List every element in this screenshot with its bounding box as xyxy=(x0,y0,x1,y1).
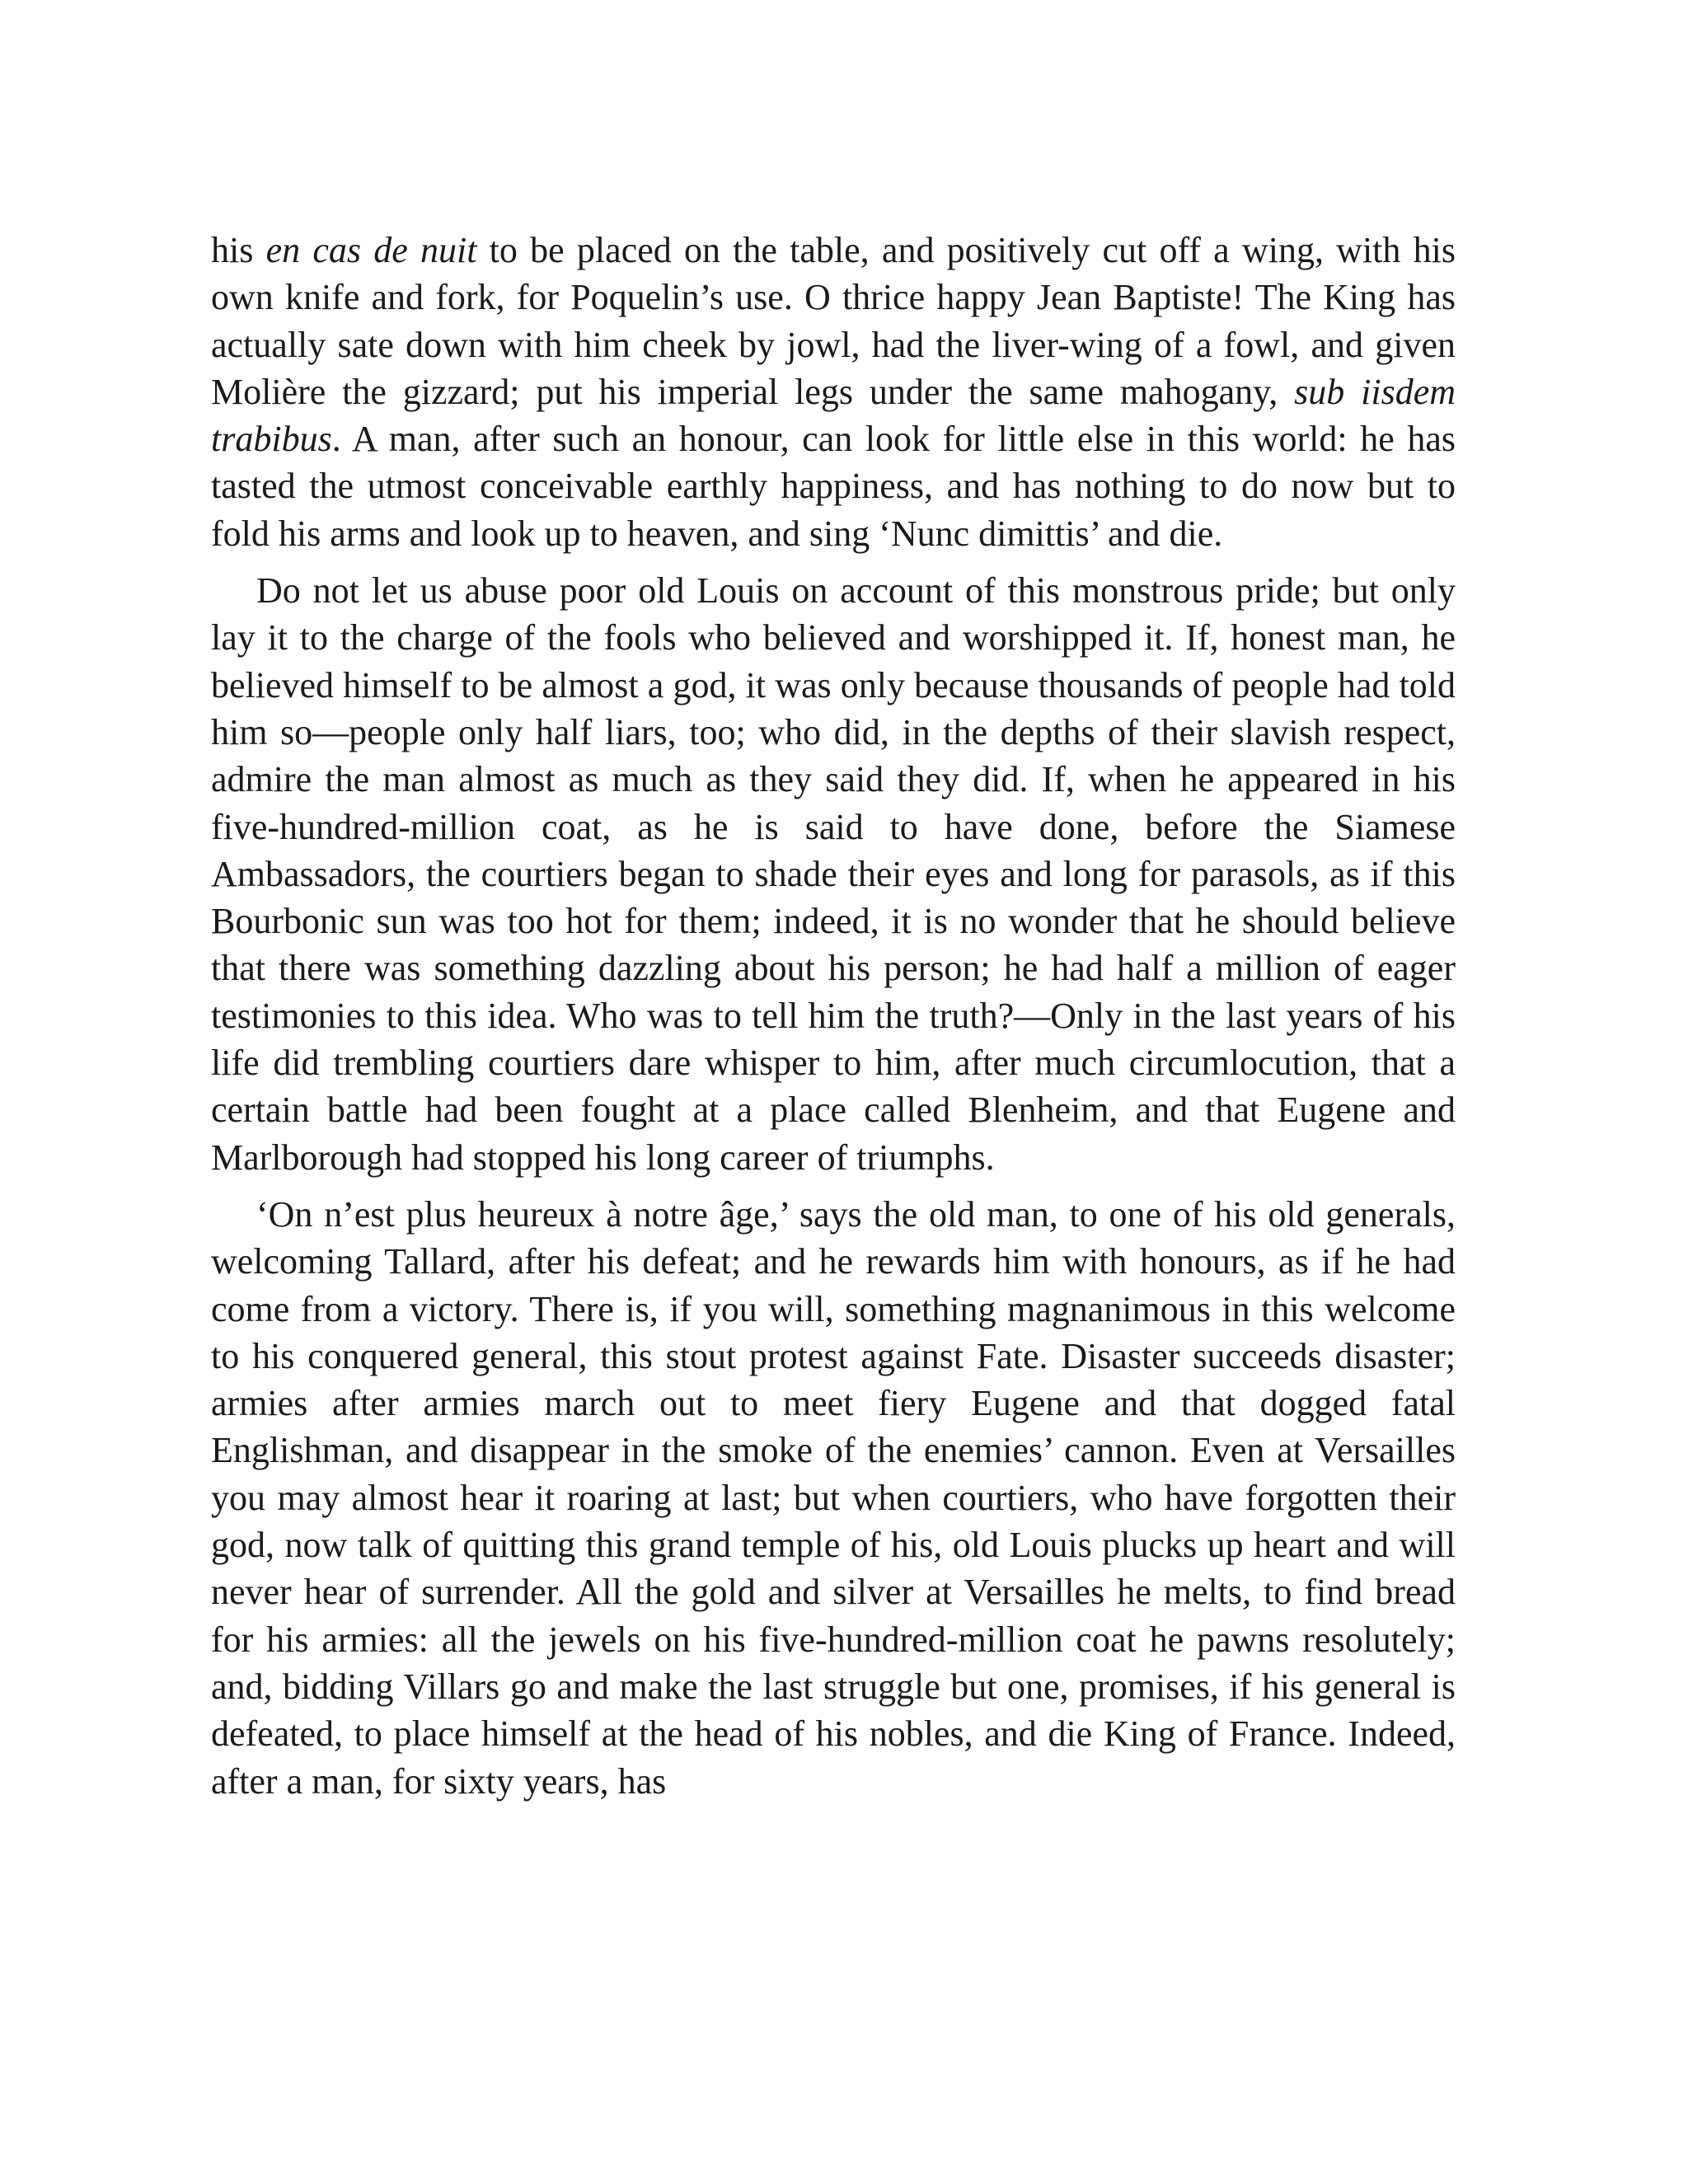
text-segment: his xyxy=(211,230,266,270)
text-segment: . A man, after such an honour, can look for little else in this world: he has tasted the utmost conceivable earthly happiness, and has nothing to do now but to fold his arms and look up to heaven, and sing ‘Nunc dimittis’ and die. xyxy=(211,419,1456,554)
text-segment: Do not let us abuse poor old Louis on account of this monstrous pride; but only lay it to the charge of the fools who believed and worshipped it. If, honest man, he believed himself to be almost a god, it was only because thousands of people had told him so—people only half liars, too; who did, in the depths of their slavish respect, admire the man almost as much as they said they did. If, when he appeared in his five-hundred-million coat, as he is said to have done, before the Siamese Ambassadors, the courtiers began to shade their eyes and long for parasols, as if this Bourbonic sun was too hot for them; indeed, it is no wonder that he should believe that there was something dazzling about his person; he had half a million of eager testimonies to this idea. Who was to tell him the truth?—Only in the last years of his life did trembling courtiers dare whisper to him, after much circumlocution, that a certain battle had been fought at a place called Blenheim, and that Eugene and Marlborough had stopped his long career of triumphs. xyxy=(211,570,1456,1178)
italic-phrase-en-cas-de-nuit: en cas de nuit xyxy=(265,230,477,270)
page-body xyxy=(211,227,1456,1815)
text-segment: ‘On n’est plus heureux à notre âge,’ says the old man, to one of his old generals, welcoming Tallard, after his defeat; and he rewards him with honours, as if he had come from a victory. There is, if you will, something magnanimous in this welcome to his conquered general, this stout protest against Fate. Disaster succeeds disaster; armies after armies march out to meet fiery Eugene and that dogged fatal Englishman, and disappear in the smoke of the enemies’ cannon. Even at Versailles you may almost hear it roaring at last; but when courtiers, who have forgotten their god, now talk of quitting this grand temple of his, old Louis plucks up heart and will never hear of surrender. All the gold and silver at Versailles he melts, to find bread for his armies: all the jewels on his five-hundred-million coat he pawns resolutely; and, bidding Villars go and make the last struggle but one, promises, if his general is defeated, to place himself at the head of his nobles, and die King of France. Indeed, after a man, for sixty years, has xyxy=(211,1193,1456,1802)
paragraph-2 xyxy=(211,567,1456,1181)
paragraph-3 xyxy=(211,1191,1456,1805)
italic-phrase-sub-iisdem-trabibus: sub iisdem trabibus xyxy=(211,371,1456,460)
text-segment: to be placed on the table, and positively cut off a wing, with his own knife and fork, for Poquelin’s use. O thrice happy Jean Baptiste! The King has actually sate down with him cheek by jowl, had the liver-wing of a fowl, and given Molière the gizzard; put his imperial legs under the same mahogany, xyxy=(211,230,1456,412)
paragraph-1 xyxy=(211,227,1456,557)
